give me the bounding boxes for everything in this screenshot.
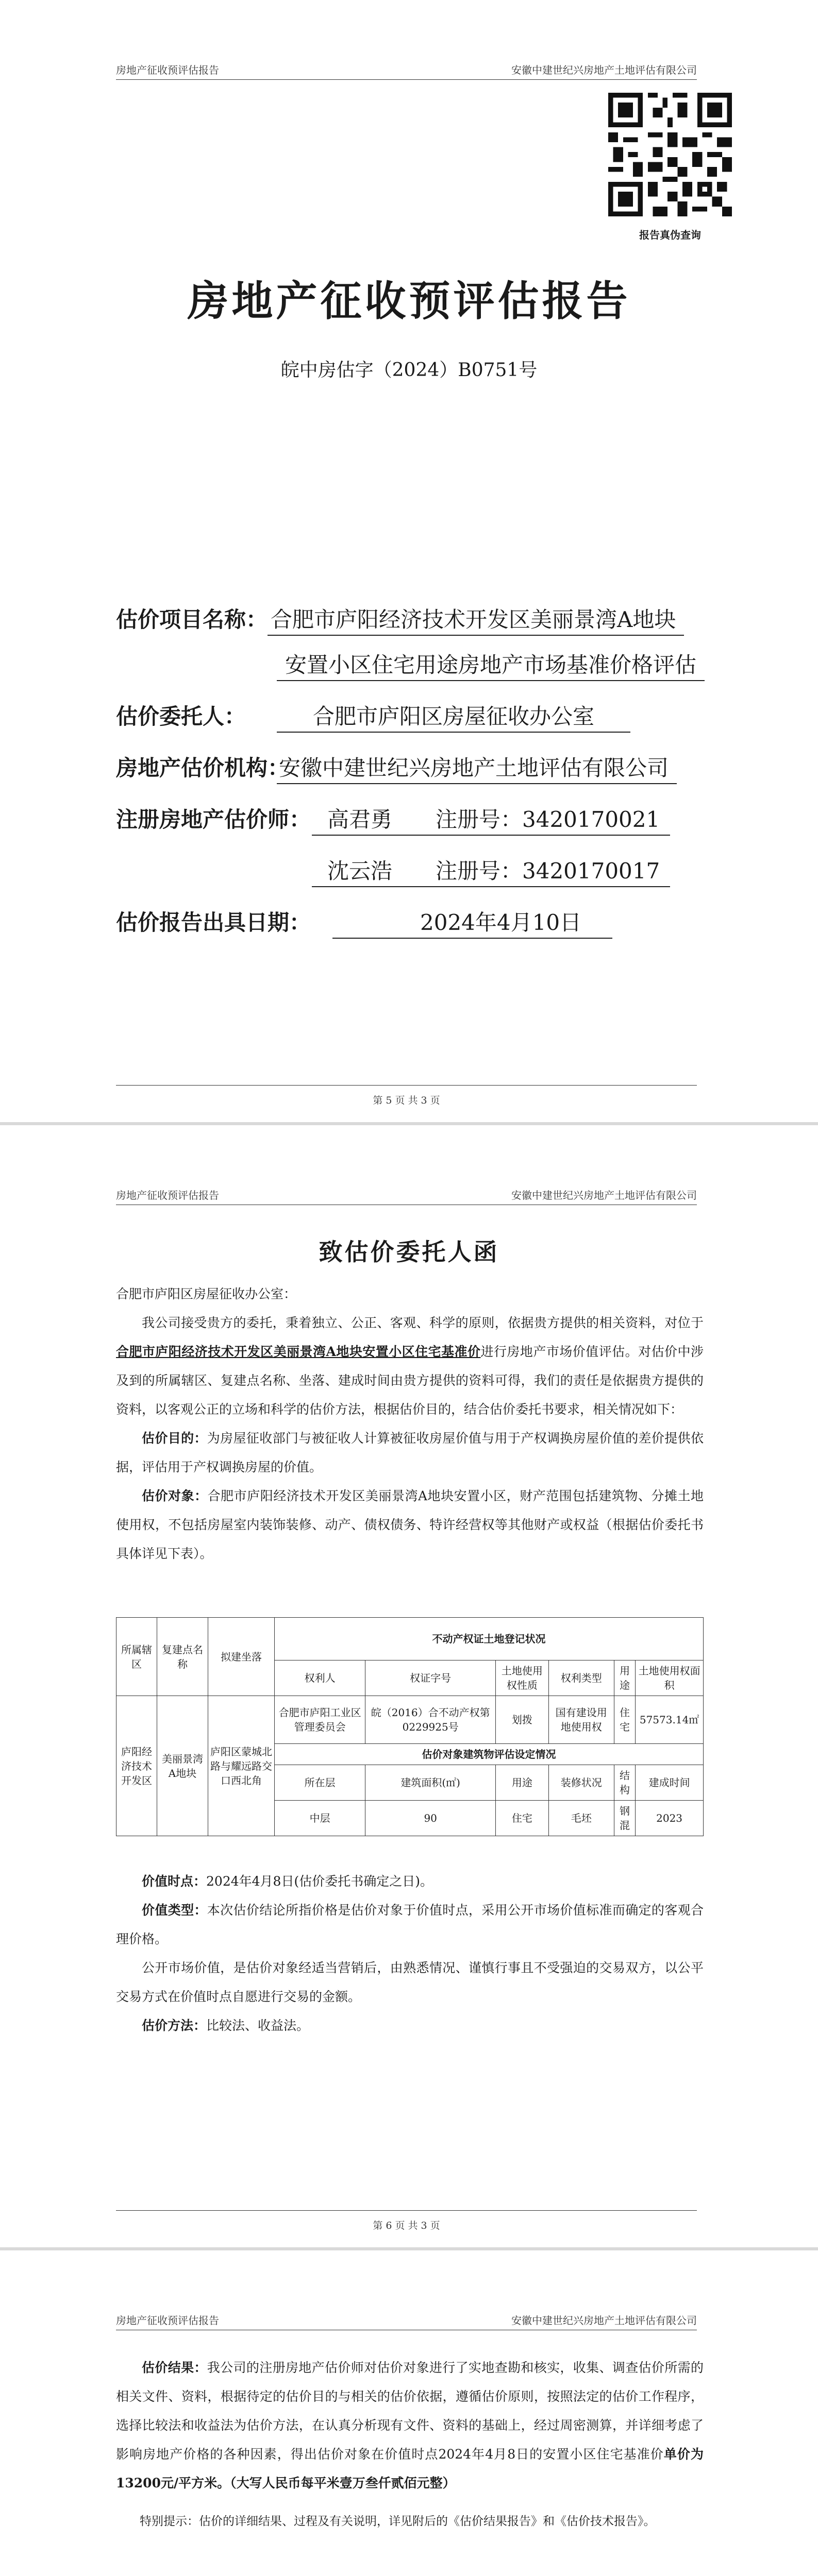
table-cell: 住宅 <box>496 1801 549 1836</box>
table-cell: 土地使用权性质 <box>496 1660 549 1696</box>
letter-body-top <box>116 1280 704 1568</box>
table-cell: 所属辖区 <box>116 1618 157 1696</box>
table-cell: 庐阳经济技术开发区 <box>116 1696 157 1836</box>
value-type-text: 本次估价结论所指价格是估价对象于价值时点，采用公开市场价值标准而确定的客观合理价格。 <box>116 1903 704 1946</box>
result-price: 单价为13200元/平方米。（大写人民币每平米壹万叁仟贰佰元整） <box>116 2447 704 2490</box>
method-text: 比较法、收益法。 <box>206 2018 310 2033</box>
page-header <box>116 62 697 80</box>
page-header <box>116 1187 697 1205</box>
date-row <box>116 906 612 939</box>
value-definition-paragraph: 公开市场价值，是估价对象经适当营销后，由熟悉情况、谨慎行事且不受强迫的交易双方，以公平交易方式在价值时点自愿进行交易的金额。 <box>116 1960 704 2004</box>
intro-paragraph <box>116 1309 704 1424</box>
table-cell: 装修状况 <box>548 1765 614 1801</box>
table-cell: 57573.14㎡ <box>636 1696 704 1744</box>
date-label: 估价报告出具日期： <box>116 910 311 935</box>
qr-caption: 报告真伪查询 <box>639 229 701 241</box>
letter-title: 致估价委托人函 <box>319 1238 499 1266</box>
object-label: 估价对象： <box>142 1488 208 1503</box>
document-number: 皖中房估字（2024）B0751号 <box>280 360 538 381</box>
table-cell: 建筑面积(㎡) <box>365 1765 496 1801</box>
table-cell: 权利类型 <box>548 1660 614 1696</box>
object-paragraph <box>116 1482 704 1568</box>
result-page <box>0 2250 818 2576</box>
table-cell: 划拨 <box>496 1696 549 1744</box>
salutation: 合肥市庐阳区房屋征收办公室： <box>116 1286 297 1301</box>
client-row <box>116 700 630 733</box>
letter-body-bottom <box>116 1867 704 2040</box>
table-cell: 用途 <box>614 1660 635 1696</box>
header-right: 安徽中建世纪兴房地产土地评估有限公司 <box>511 1189 697 1201</box>
table-cell: 用途 <box>496 1765 549 1801</box>
report-title: 房地产征收预评估报告 <box>187 277 631 325</box>
intro-text-c: 进行房地产市场价值评估。对估价中涉及到的所属辖区、复建点名称、坐落、建成时间由贵方提供的资料可得，我们的责任是依据贵方提供的资料，以客观公正的立场和科学的估价方法，根据估价目的，结合估价委托书要求，相关情况如下： <box>116 1344 704 1417</box>
intro-subject: 合肥市庐阳经济技术开发区美丽景湾A地块安置小区住宅基准价 <box>116 1344 481 1359</box>
table-cell: 90 <box>365 1801 496 1836</box>
agency-label: 房地产估价机构： <box>116 755 290 781</box>
appraiser-label: 注册房地产估价师： <box>116 807 311 832</box>
qr-code-icon[interactable] <box>608 93 732 216</box>
table-cell: 建成时间 <box>636 1765 704 1801</box>
table-cell: 拟建坐落 <box>208 1618 275 1696</box>
table-cell: 美丽景湾A地块 <box>157 1696 208 1836</box>
table-cell: 复建点名称 <box>157 1618 208 1696</box>
page-footer: 第 5 页 共 3 页 <box>116 1085 697 1108</box>
value-date-label: 价值时点： <box>142 1874 207 1889</box>
purpose-text: 为房屋征收部门与被征收人计算被征收房屋价值与用于产权调换房屋价值的差价提供依据，评估用于产权调换房屋的价值。 <box>116 1431 704 1475</box>
purpose-label: 估价目的： <box>142 1431 207 1446</box>
client-label: 估价委托人： <box>116 704 246 729</box>
header-left: 房地产征收预评估报告 <box>116 64 219 76</box>
header-left: 房地产征收预评估报告 <box>116 2314 219 2327</box>
header-right: 安徽中建世纪兴房地产土地评估有限公司 <box>511 2314 697 2327</box>
page-header <box>116 2312 697 2330</box>
result-paragraph <box>116 2353 704 2498</box>
table-cell: 中层 <box>275 1801 365 1836</box>
value-type-label: 价值类型： <box>142 1903 207 1918</box>
project-row-2 <box>277 648 705 681</box>
table-cell: 钢混 <box>614 1801 635 1836</box>
value-date-text: 2024年4月8日(估价委托书确定之日)。 <box>206 1874 433 1889</box>
purpose-paragraph <box>116 1424 704 1482</box>
method-label: 估价方法： <box>142 2018 207 2033</box>
table-cell: 毛坯 <box>548 1801 614 1836</box>
header-left: 房地产征收预评估报告 <box>116 1189 219 1201</box>
project-row <box>116 603 684 636</box>
table-cell: 合肥市庐阳工业区管理委员会 <box>275 1696 365 1744</box>
table-cell: 住宅 <box>614 1696 635 1744</box>
agency-value: 安徽中建世纪兴房地产土地评估有限公司 <box>277 751 677 784</box>
letter-page <box>0 1125 818 2247</box>
table-cell: 结构 <box>614 1765 635 1801</box>
table-row <box>116 1696 704 1744</box>
table-cell: 国有建设用地使用权 <box>548 1696 614 1744</box>
table-cell: 权证字号 <box>365 1660 496 1696</box>
agency-row <box>116 751 677 784</box>
table-cell: 庐阳区蒙城北路与耀远路交口西北角 <box>208 1696 275 1836</box>
property-table <box>116 1617 704 1836</box>
project-value-1: 合肥市庐阳经济技术开发区美丽景湾A地块 <box>268 603 684 636</box>
table-row <box>116 1618 704 1660</box>
appraiser-value-1: 高君勇 注册号：3420170021 <box>312 803 670 836</box>
header-right: 安徽中建世纪兴房地产土地评估有限公司 <box>511 64 697 76</box>
table-cell: 权利人 <box>275 1660 365 1696</box>
page-footer: 第 6 页 共 3 页 <box>116 2210 697 2233</box>
appraiser-value-2: 沈云浩 注册号：3420170017 <box>312 854 670 887</box>
object-text: 合肥市庐阳经济技术开发区美丽景湾A地块安置小区，财产范围包括建筑物、分摊土地使用权，不包括房屋室内装饰装修、动产、债权债务、特许经营权等其他财产或权益（根据估价委托书具体详见下表）。 <box>116 1488 704 1561</box>
project-label: 估价项目名称： <box>116 607 268 632</box>
value-date-paragraph <box>116 1867 704 1896</box>
result-text: 我公司的注册房地产估价师对估价对象进行了实地查勘和核实，收集、调查估价所需的相关文件、资料，根据待定的估价目的与相关的估价依据，遵循估价原则，按照法定的估价工作程序，选择比较法和收益法为估价方法，在认真分析现有文件、资料的基础上，经过周密测算，并详细考虑了影响房地产价格的各种因素，得出估价对象在价值时点2024年4月8日的安置小区住宅基准价 <box>116 2360 704 2462</box>
client-value: 合肥市庐阳区房屋征收办公室 <box>277 700 630 733</box>
appraiser-row-2 <box>312 854 670 887</box>
table-cell: 所在层 <box>275 1765 365 1801</box>
table-cell: 皖（2016）合不动产权第0229925号 <box>365 1696 496 1744</box>
method-paragraph <box>116 2011 704 2040</box>
table-cell: 土地使用权面积 <box>636 1660 704 1696</box>
date-value: 2024年4月10日 <box>332 906 612 939</box>
project-value-2: 安置小区住宅用途房地产市场基准价格评估 <box>277 648 705 681</box>
table-cell: 2023 <box>636 1801 704 1836</box>
value-type-paragraph <box>116 1896 704 1954</box>
table-cell: 不动产权证土地登记状况 <box>275 1618 704 1660</box>
table-cell: 估价对象建筑物评估设定情况 <box>275 1744 704 1765</box>
result-body <box>116 2353 704 2533</box>
special-note: 特别提示：估价的详细结果、过程及有关说明，详见附后的《估价结果报告》和《估价技术报告》。 <box>140 2515 656 2528</box>
cover-page <box>0 0 818 1122</box>
result-label: 估价结果： <box>142 2360 207 2375</box>
intro-text-a: 我公司接受贵方的委托，秉着独立、公正、客观、科学的原则，依据贵方提供的相关资料，对位于 <box>142 1315 704 1330</box>
appraiser-row <box>116 803 670 836</box>
